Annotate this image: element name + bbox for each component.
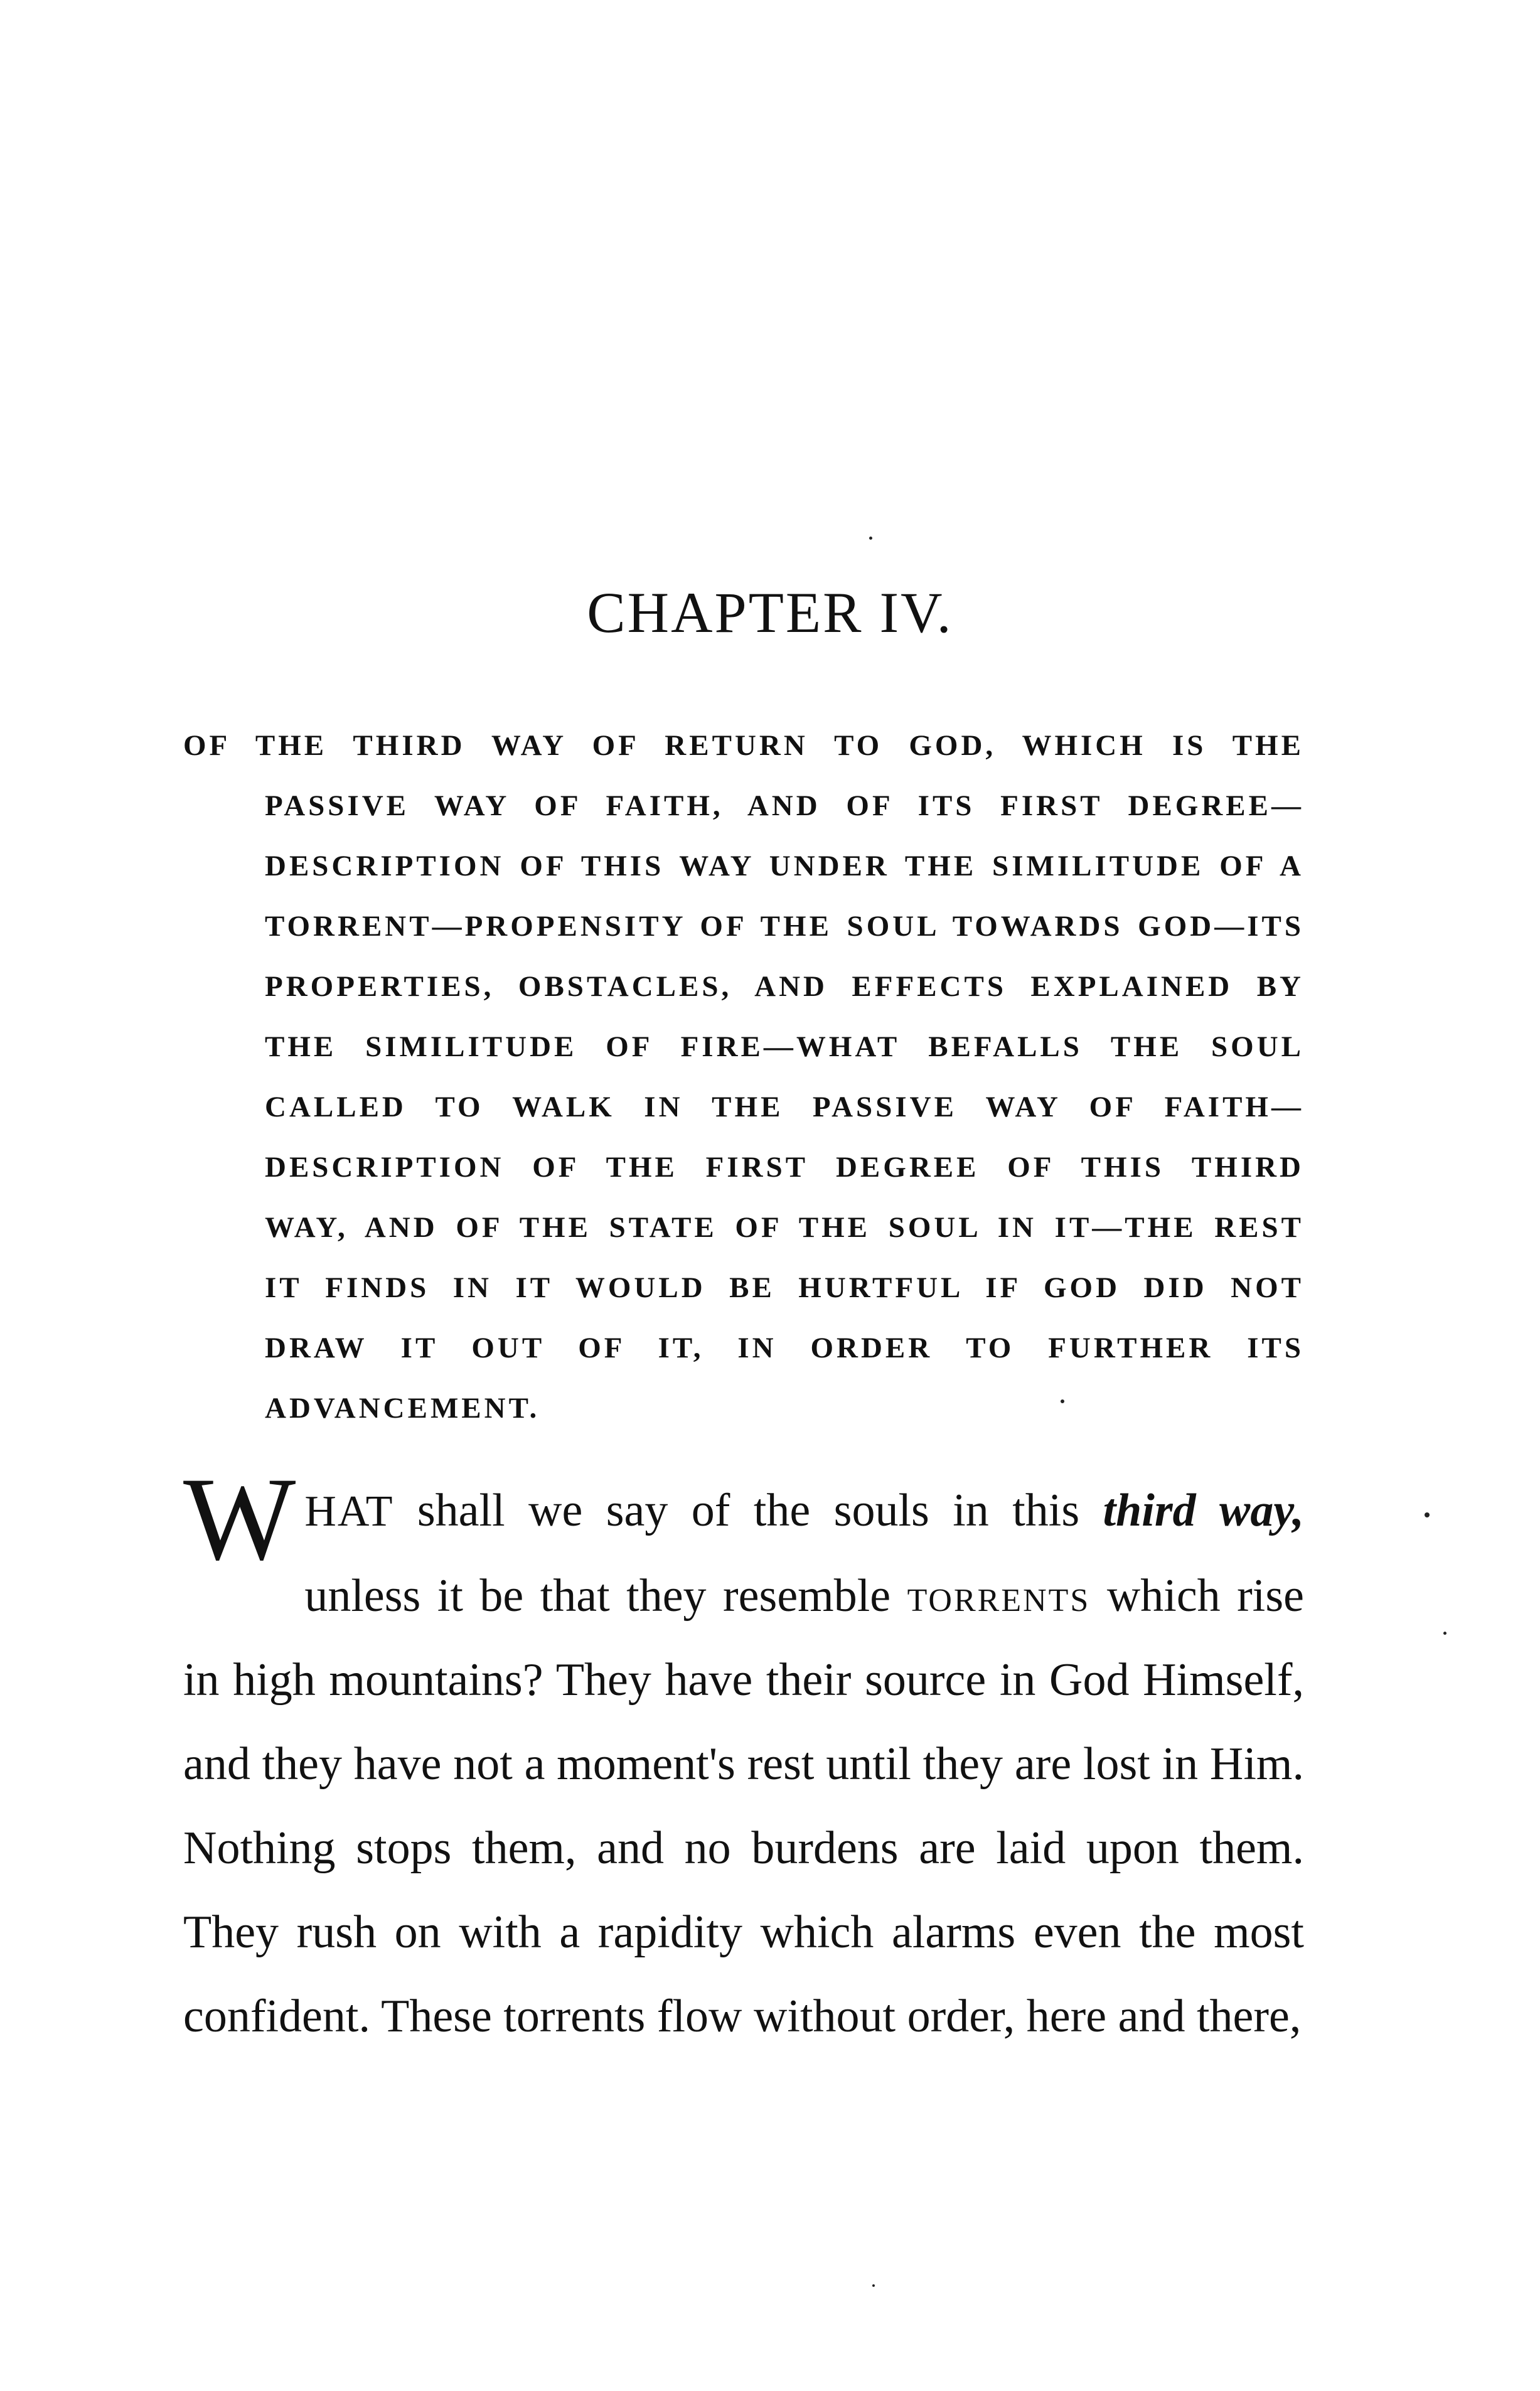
scan-speck bbox=[1443, 1632, 1446, 1635]
chapter-summary: OF THE THIRD WAY OF RETURN TO GOD, WHICH IS THE PASSIVE WAY OF FAITH, AND OF ITS FIRST DEGREE—DESCRIPTION OF THIS WAY UNDER THE SIMILITUDE OF A TORRENT—PROPENSITY OF THE SOUL TOWARDS GOD—ITS PROPERTIES, OBSTACLES, AND EFFECTS EXPLAINED BY THE SIMILITUDE OF FIRE—WHAT BEFALLS THE SOUL CALLED TO WALK IN THE PASSIVE WAY OF FAITH—DESCRIPTION OF THE FIRST DEGREE OF THIS THIRD WAY, AND OF THE STATE OF THE SOUL IN IT—THE REST IT FINDS IN IT WOULD BE HURTFUL IF GOD DID NOT DRAW IT OUT OF IT, IN ORDER TO FURTHER ITS ADVANCEMENT. bbox=[183, 729, 1304, 1425]
small-caps-text: torrents bbox=[907, 1570, 1091, 1622]
scan-speck bbox=[1425, 1512, 1430, 1517]
emphasized-text: third way, bbox=[1103, 1485, 1305, 1536]
chapter-title: CHAPTER IV. bbox=[587, 580, 953, 645]
scan-speck bbox=[1061, 1399, 1064, 1403]
body-text-part-1: shall we say of the souls in this bbox=[393, 1485, 1103, 1536]
scan-speck bbox=[872, 2284, 875, 2287]
drop-cap-letter: W bbox=[183, 1453, 296, 1585]
body-paragraph bbox=[183, 1453, 1305, 2058]
scan-speck bbox=[869, 537, 872, 540]
lead-in-text: HAT bbox=[304, 1487, 394, 1536]
body-text-part-2: unless it be that they resemble bbox=[304, 1570, 907, 1622]
body-text-part-3: which rise in high mountains? They have their source in God Himself, and they have not a moment's rest until they are lost in Him. Nothing stops them, and no burdens are laid upon them. They rush on with a rapidity which alarms even the most confident. These torrents flow without order, here and there, bbox=[183, 1570, 1304, 2042]
